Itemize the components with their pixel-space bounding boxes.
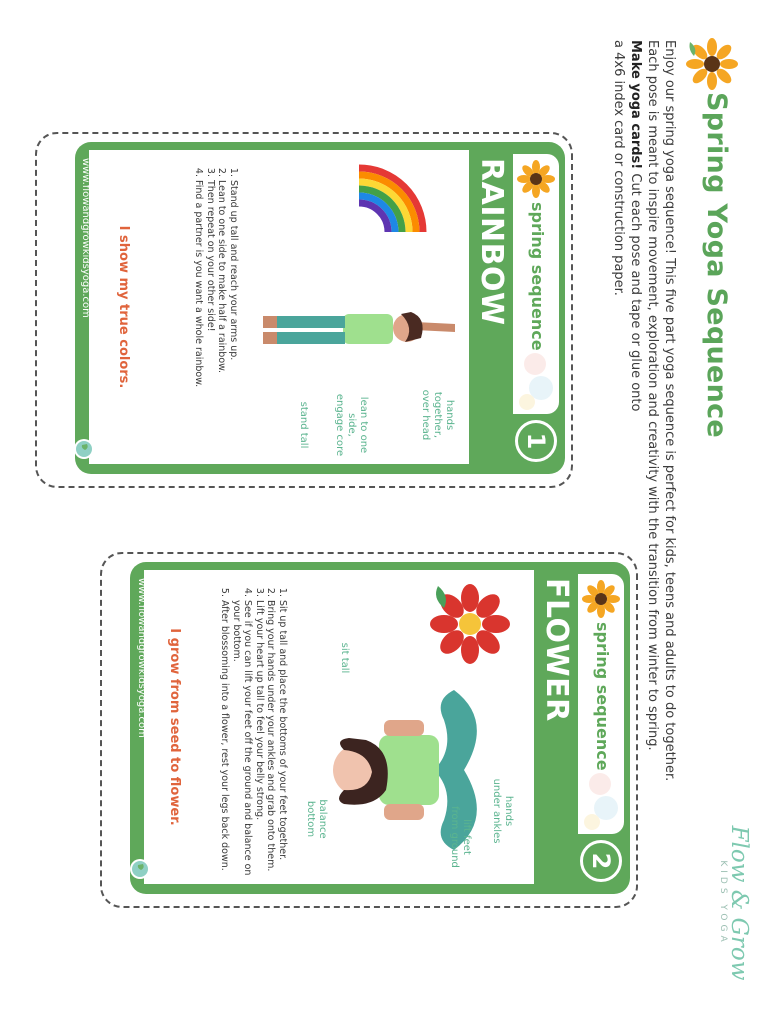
- callout-stand: stand tall: [298, 401, 309, 449]
- card-url: www.flowandgrowkidsyoga.com: [80, 158, 91, 318]
- instructions-list: [193, 166, 239, 462]
- pose-number-badge: 1: [515, 420, 557, 462]
- rainbow-illustration: [349, 162, 439, 272]
- callout-sit: sit tall: [339, 642, 350, 674]
- list-item: 3. Lift your heart up tall to feel your belly strong.: [254, 600, 266, 882]
- callout-hands: hands under ankles: [491, 778, 514, 844]
- list-item: 5. After blossoming into a flower, rest your legs back down.: [219, 600, 231, 882]
- affirmation: I grow from seed to flower.: [167, 628, 182, 826]
- list-item: 2. Bring your hands under your ankles and grab onto them.: [265, 600, 277, 882]
- card-content: [144, 570, 534, 884]
- list-item: 4. Find a partner is you want a whole rainbow.: [193, 180, 205, 462]
- instructions-list: [219, 586, 288, 882]
- card-content: [89, 150, 469, 464]
- brand-logo: [682, 818, 752, 988]
- callout-hands: hands together, over head: [420, 389, 455, 441]
- red-flower-illustration: [430, 584, 510, 664]
- card-url: www.flowandgrowkidsyoga.com: [136, 578, 147, 738]
- globe-icon: [129, 858, 151, 880]
- list-item: 1. Sit up tall and place the bottoms of your feet together.: [277, 600, 289, 882]
- list-item: 4. See if you can lift your feet off the ground and balance on your bottom.: [231, 600, 254, 882]
- tab-label: spring sequence: [593, 622, 612, 771]
- list-item: 2. Lean to one side to make half a rainbow.: [216, 180, 228, 462]
- callout-lift: lift feet from ground: [449, 806, 472, 868]
- list-item: 3. Then repeat on your other side!: [205, 180, 217, 462]
- pose-number-badge: 2: [580, 840, 622, 882]
- callout-balance: balance bottom: [305, 799, 328, 839]
- logo-subtitle: KIDS YOGA: [718, 860, 728, 946]
- card-flower: [130, 562, 630, 894]
- sunflower-icon: [517, 160, 555, 198]
- sunflower-icon: [686, 38, 738, 90]
- pose-name: RAINBOW: [474, 158, 509, 326]
- list-item: 1. Stand up tall and reach your arms up.: [228, 180, 240, 462]
- cards-label: Make yoga cards!: [628, 40, 643, 170]
- cards-text: Cut each pose and tape or glue onto: [628, 169, 643, 412]
- cards-instructions-2: a 4x6 index card or construction paper.: [611, 40, 626, 296]
- callout-lean: lean to one side, engage core: [334, 393, 369, 457]
- card-rainbow: [75, 142, 565, 474]
- child-leaning-pose-illustration: [255, 268, 455, 388]
- card-tab: [513, 154, 559, 414]
- affirmation: I show my true colors.: [116, 225, 131, 389]
- sunflower-icon: [582, 580, 620, 618]
- intro-line-1: Enjoy our spring yoga sequence! This five part yoga sequence is perfect for kids, teens and adults to do together.: [662, 40, 677, 782]
- logo-script: Flow & Grow: [726, 825, 752, 981]
- pose-name: FLOWER: [539, 578, 574, 722]
- page-title: Spring Yoga Sequence: [701, 92, 732, 439]
- globe-icon: [73, 438, 95, 460]
- flower-decoration-icon: [515, 350, 557, 410]
- intro-line-2: Each pose is meant to inspire movement, exploration and creativity with the transition from winter to spring.: [645, 40, 660, 751]
- tab-label: spring sequence: [528, 202, 547, 351]
- flower-decoration-icon: [580, 770, 622, 830]
- card-tab: [578, 574, 624, 834]
